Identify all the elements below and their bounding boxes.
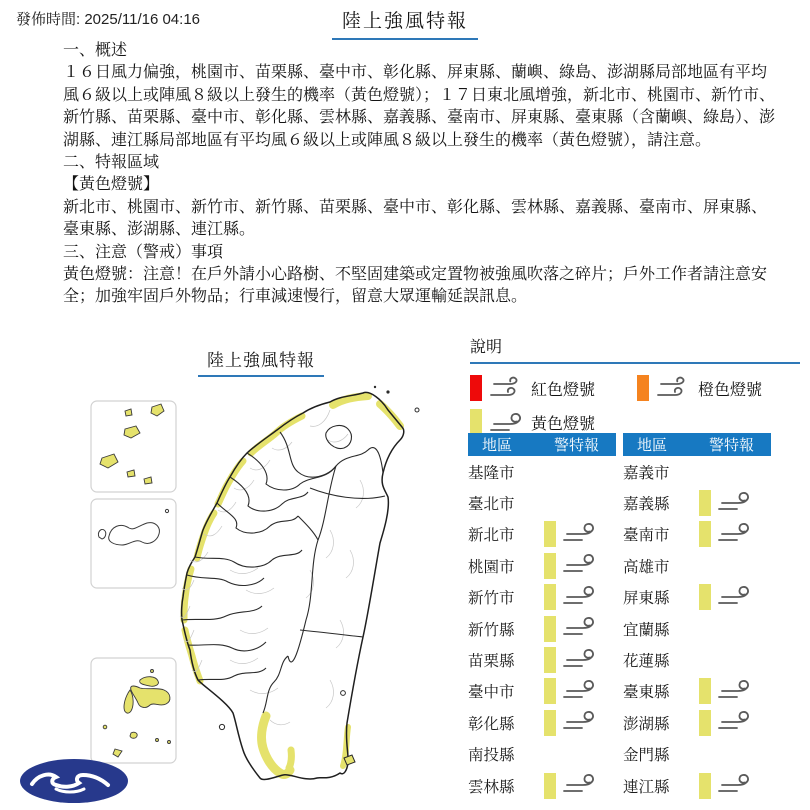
township-borders — [180, 410, 363, 725]
legend-label: 紅色燈號 — [531, 381, 596, 399]
table-row — [468, 550, 616, 581]
table-row — [623, 582, 771, 613]
warning-table-right — [623, 433, 771, 801]
table-row — [468, 456, 616, 487]
cwa-logo — [16, 756, 132, 806]
table-header — [623, 433, 771, 456]
region-name: 澎湖縣 — [623, 715, 670, 733]
yellow-warning-badge — [699, 708, 754, 737]
yellow-light-swatch — [470, 409, 482, 435]
yellow-warning-badge — [544, 614, 599, 643]
section2-label: 【黃色燈號】 — [63, 176, 160, 194]
yellow-warning-badge — [699, 677, 754, 706]
table-row — [623, 739, 771, 770]
region-name: 宜蘭縣 — [623, 621, 670, 639]
region-name: 嘉義縣 — [623, 496, 670, 514]
region-name: 新竹市 — [468, 590, 515, 608]
region-name: 高雄市 — [623, 558, 670, 576]
region-name: 新北市 — [468, 527, 515, 545]
region-name: 臺南市 — [623, 527, 670, 545]
table-row — [468, 644, 616, 675]
wind-icon — [716, 583, 754, 612]
yellow-warning-badge — [699, 771, 754, 800]
region-name: 桃園市 — [468, 558, 515, 576]
page-title-text: 陸上強風特報 — [332, 6, 478, 40]
inset-box-kinmen — [91, 499, 176, 588]
section1-body: １６日風力偏強，桃園市、苗栗縣、臺中市、彰化縣、屏東縣、蘭嶼、綠島、澎湖縣局部地區有平均風６級以上或陣風８級以上發生的機率（黃色燈號）；１７日東北風增強，新北市、桃園市、新竹市、新竹縣、苗栗縣、臺中市、彰化縣、雲林縣、嘉義縣、臺南市、屏東縣、臺東縣（含蘭嶼、綠島）、澎湖縣、連江縣局部地區有平均風６級以上或陣風８級以上發生的機率（黃色燈號），請注意。 — [63, 64, 776, 149]
legend-label: 黃色燈號 — [531, 415, 596, 433]
table-row — [623, 770, 771, 801]
yellow-warning-badge — [699, 520, 754, 549]
wind-icon — [561, 771, 599, 800]
red-light-swatch — [470, 375, 482, 401]
legend — [470, 334, 800, 438]
strong-wind-icon — [488, 376, 526, 400]
wind-icon — [716, 708, 754, 737]
yellow-light-bar — [699, 773, 711, 799]
section2-body: 新北市、桃園市、新竹市、新竹縣、苗栗縣、臺中市、彰化縣、雲林縣、嘉義縣、臺南市、屏東縣、臺東縣、澎湖縣、連江縣。 — [63, 198, 768, 239]
wind-icon — [561, 677, 599, 706]
region-name: 金門縣 — [623, 747, 670, 765]
yellow-warning-badge — [699, 583, 754, 612]
yellow-warning-badge — [544, 771, 599, 800]
yellow-warning-badge — [699, 489, 754, 518]
table-row — [468, 487, 616, 518]
table-row — [468, 582, 616, 613]
table-row — [468, 707, 616, 738]
region-name: 臺中市 — [468, 684, 515, 702]
wind-icon — [561, 708, 599, 737]
region-name: 花蓮縣 — [623, 653, 670, 671]
table-row — [468, 519, 616, 550]
orange-light-swatch — [637, 375, 649, 401]
wind-icon — [488, 410, 526, 434]
table-row — [623, 613, 771, 644]
wind-icon — [716, 489, 754, 518]
table-row — [623, 519, 771, 550]
section3-heading: 三、注意（警戒）事項 — [63, 243, 224, 261]
table-row — [623, 456, 771, 487]
table-row — [468, 770, 616, 801]
yellow-light-bar — [699, 490, 711, 516]
region-name: 臺東縣 — [623, 684, 670, 702]
taiwan-map — [30, 330, 460, 810]
table-header — [468, 433, 616, 456]
section3-body: 黃色燈號：注意！在戶外請小心路樹、不堅固建築或定置物被強風吹落之碎片；戶外工作者請注意安全；加強牢固戶外物品；行車減速慢行，留意大眾運輸延誤訊息。 — [63, 266, 768, 306]
section2-heading: 二、特報區域 — [63, 154, 160, 172]
yellow-warning-badge — [544, 677, 599, 706]
yellow-light-bar — [544, 678, 556, 704]
table-row — [623, 550, 771, 581]
yellow-light-bar — [699, 521, 711, 547]
yellow-warning-badge — [544, 520, 599, 549]
yellow-warning-badge — [544, 583, 599, 612]
region-name: 苗栗縣 — [468, 653, 515, 671]
yellow-light-bar — [544, 521, 556, 547]
region-name: 嘉義市 — [623, 464, 670, 482]
column-region: 地區 — [637, 437, 668, 454]
strong-wind-icon — [655, 376, 693, 400]
legend-title: 說明 — [470, 334, 800, 364]
column-region: 地區 — [482, 437, 513, 454]
map-title: 陸上強風特報 — [198, 346, 324, 377]
region-name: 雲林縣 — [468, 778, 515, 796]
region-name: 連江縣 — [623, 778, 670, 796]
yellow-light-bar — [544, 553, 556, 579]
publish-time: 發佈時間: 2025/11/16 04:16 — [16, 11, 200, 28]
yellow-warning-badge — [544, 708, 599, 737]
yellow-light-bar — [544, 773, 556, 799]
county-borders — [182, 426, 385, 713]
warning-strips — [184, 396, 400, 774]
region-name: 彰化縣 — [468, 715, 515, 733]
inset-box-penghu — [91, 658, 176, 763]
table-row — [623, 487, 771, 518]
warning-table-left — [468, 433, 616, 801]
table-row — [623, 644, 771, 675]
wind-icon — [561, 551, 599, 580]
wind-icon — [561, 614, 599, 643]
section1-heading: 一、概述 — [63, 42, 128, 59]
legend-item-orange — [637, 372, 797, 404]
yellow-light-bar — [544, 616, 556, 642]
column-warning: 警特報 — [709, 437, 755, 454]
region-name: 臺北市 — [468, 496, 515, 514]
page-title — [0, 6, 810, 40]
wind-icon — [716, 771, 754, 800]
inset-box-matsu — [91, 401, 176, 492]
table-row — [623, 676, 771, 707]
region-name: 新竹縣 — [468, 621, 515, 639]
taiwan-outline — [182, 392, 404, 779]
table-row — [468, 739, 616, 770]
yellow-light-bar — [699, 678, 711, 704]
yellow-light-bar — [544, 710, 556, 736]
yellow-light-bar — [544, 647, 556, 673]
yellow-warning-badge — [544, 551, 599, 580]
yellow-light-bar — [699, 584, 711, 610]
bulletin-text — [63, 40, 775, 309]
table-row — [468, 676, 616, 707]
legend-item-red — [470, 372, 637, 404]
wind-icon — [561, 646, 599, 675]
wind-icon — [561, 583, 599, 612]
column-warning: 警特報 — [554, 437, 600, 454]
legend-label: 橙色燈號 — [698, 381, 763, 399]
yellow-light-bar — [699, 710, 711, 736]
yellow-light-bar — [544, 584, 556, 610]
yellow-warning-badge — [544, 646, 599, 675]
region-name: 屏東縣 — [623, 590, 670, 608]
table-row — [468, 613, 616, 644]
wind-icon — [716, 520, 754, 549]
wind-icon — [716, 677, 754, 706]
table-row — [623, 707, 771, 738]
region-name: 南投縣 — [468, 747, 515, 765]
region-name: 基隆市 — [468, 464, 515, 482]
offshore-islands — [219, 386, 419, 765]
wind-icon — [561, 520, 599, 549]
